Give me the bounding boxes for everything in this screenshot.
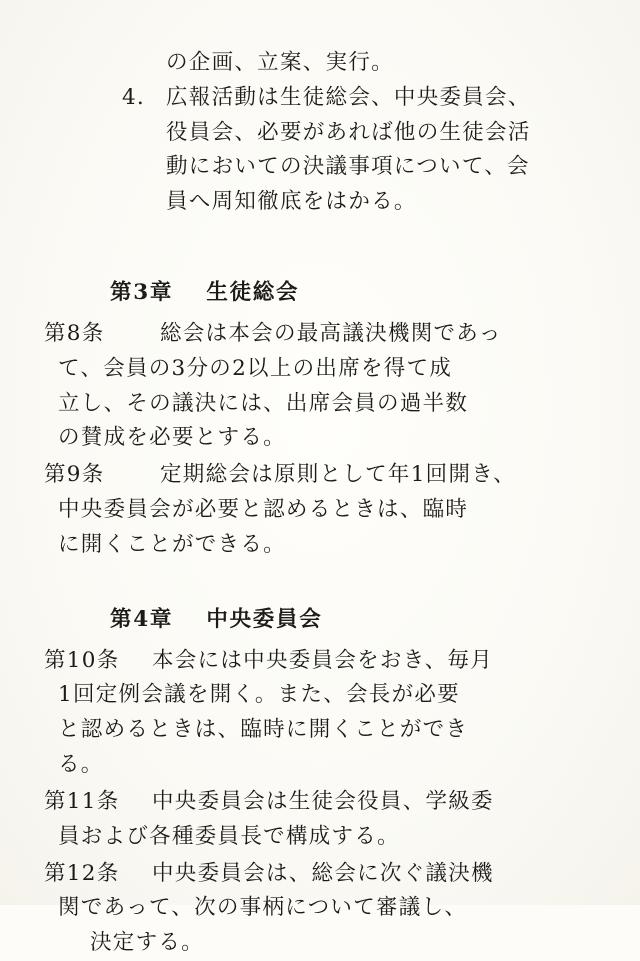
article-line: 定期総会は原則として年1回開き、 bbox=[160, 462, 516, 488]
clause-item bbox=[44, 81, 596, 220]
chapter-heading-4 bbox=[44, 603, 596, 638]
article-line: 員および各種委員長で構成する。 bbox=[58, 823, 400, 849]
article-line: 決定する。 bbox=[90, 930, 204, 956]
article-line: 1回定例会議を開く。また、会長が必要 bbox=[58, 682, 460, 708]
article-line: 立し、その議決には、出席会員の過半数 bbox=[58, 390, 469, 416]
article-line: 本会には中央委員会をおき、毎月 bbox=[152, 647, 493, 673]
article-8 bbox=[44, 317, 596, 456]
article-10 bbox=[44, 644, 596, 783]
clause-line: 役員会、必要があれば他の生徒会活 bbox=[166, 119, 531, 145]
article-line: 総会は本会の最高議決機関であっ bbox=[160, 320, 502, 346]
article-line: の賛成を必要とする。 bbox=[58, 425, 286, 451]
article-9 bbox=[44, 458, 596, 562]
article-line: る。 bbox=[58, 752, 104, 778]
article-line: 中央委員会は生徒会役員、学級委 bbox=[152, 788, 494, 814]
chapter-number: 第4章 bbox=[110, 606, 174, 632]
chapter-heading-3 bbox=[44, 276, 596, 311]
continuation-line: の企画、立案、実行。 bbox=[166, 50, 394, 75]
clause-line: 員へ周知徹底をはかる。 bbox=[166, 189, 417, 215]
article-line: て、会員の3分の2以上の出席を得て成 bbox=[58, 355, 453, 381]
document-body bbox=[44, 46, 596, 961]
clause-line: 動においての決議事項について、会 bbox=[166, 154, 530, 180]
chapter-number: 第3章 bbox=[110, 280, 174, 306]
article-label: 第12条 bbox=[44, 860, 120, 886]
clause-line: 広報活動は生徒総会、中央委員会、 bbox=[166, 84, 531, 110]
chapter-title: 中央委員会 bbox=[206, 606, 323, 632]
article-11 bbox=[44, 785, 596, 855]
article-line: 関であって、次の事柄について審議し、 bbox=[58, 895, 468, 921]
article-line: に開くことができる。 bbox=[58, 531, 286, 557]
article-line: 中央委員会は、総会に次ぐ議決機 bbox=[152, 860, 494, 886]
clause-number: 4． bbox=[122, 84, 160, 110]
article-label: 第9条 bbox=[44, 462, 105, 488]
clause-text bbox=[166, 81, 596, 220]
article-line: と認めるときは、臨時に開くことができ bbox=[58, 717, 469, 743]
article-label: 第8条 bbox=[44, 320, 105, 346]
article-line: 中央委員会が必要と認めるときは、臨時 bbox=[58, 497, 469, 523]
chapter-title: 生徒総会 bbox=[206, 280, 300, 306]
article-label: 第10条 bbox=[44, 647, 120, 673]
article-label: 第11条 bbox=[44, 788, 120, 814]
article-12 bbox=[44, 857, 596, 961]
